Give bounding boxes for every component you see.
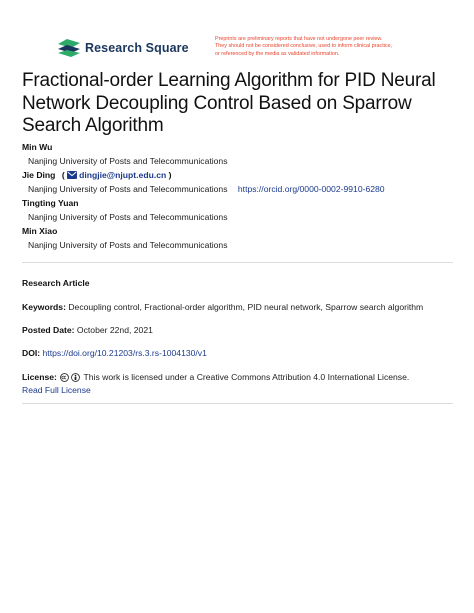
read-full-license-link[interactable]: Read Full License: [22, 385, 91, 395]
author-affiliation: Nanjing University of Posts and Telecommunications: [28, 240, 228, 250]
preprint-disclaimer: [215, 36, 455, 58]
disclaimer-line: Preprints are preliminary reports that have not undergone peer review.: [215, 36, 383, 42]
disclaimer-line: or referenced by the media as validated information.: [215, 50, 340, 57]
section-divider: [22, 403, 453, 404]
author-name-corresponding: [22, 168, 462, 182]
research-square-logo-icon: [58, 39, 80, 57]
doi-row: [22, 348, 462, 358]
keywords-row: [22, 302, 462, 312]
author-list: [22, 140, 462, 252]
author-affiliation: Nanjing University of Posts and Telecommunications: [28, 184, 228, 194]
article-type: [22, 278, 462, 288]
author-name: Tingting Yuan: [22, 198, 79, 208]
posted-date-value: October 22nd, 2021: [76, 325, 153, 335]
disclaimer-line: They should not be considered conclusive, used to inform clinical practice,: [215, 43, 393, 50]
posted-date-label: Posted Date:: [22, 325, 75, 335]
license-row: [22, 372, 462, 382]
paren-open: (: [61, 170, 65, 180]
section-divider: [22, 262, 453, 263]
orcid-link[interactable]: https://orcid.org/0000-0002-9910-6280: [237, 184, 385, 194]
license-label: License:: [22, 372, 57, 382]
author-name: Min Xiao: [22, 226, 58, 236]
keywords-label: Keywords:: [22, 302, 66, 312]
keywords-value: Decoupling control, Fractional-order algorithm, PID neural network, Sparrow search algorithm: [68, 302, 424, 312]
author-email-link[interactable]: [67, 170, 169, 180]
research-square-logo[interactable]: [58, 39, 189, 57]
author-affiliation: Nanjing University of Posts and Telecommunications: [28, 156, 228, 166]
author-email: dingjie@njupt.edu.cn: [79, 170, 167, 180]
posted-date-row: [22, 325, 462, 335]
page-header: [0, 36, 474, 64]
author-name: Min Wu: [22, 142, 53, 152]
paren-close: ): [168, 170, 172, 180]
paper-title: [22, 70, 462, 138]
title-line: Fractional-order Learning Algorithm for PID Neural: [22, 70, 436, 91]
doi-label: DOI:: [22, 348, 41, 358]
title-line: Network Decoupling Control Based on Sparrow: [22, 92, 412, 114]
envelope-icon: [67, 171, 77, 179]
attribution-icon: [71, 373, 80, 382]
title-line: Search Algorithm: [22, 115, 164, 136]
license-text: This work is licensed under a Creative Commons Attribution 4.0 International License.: [83, 372, 410, 382]
doi-link[interactable]: https://doi.org/10.21203/rs.3.rs-1004130/v1: [42, 348, 207, 358]
author-affiliation: Nanjing University of Posts and Telecommunications: [28, 212, 228, 222]
author-name: Jie Ding: [22, 170, 56, 180]
logo-text: Research Square: [85, 41, 189, 55]
author-affiliation-row: [22, 182, 462, 196]
article-type-value: Research Article: [22, 278, 90, 288]
read-license-row: [22, 385, 462, 395]
creative-commons-icon: [60, 373, 69, 382]
